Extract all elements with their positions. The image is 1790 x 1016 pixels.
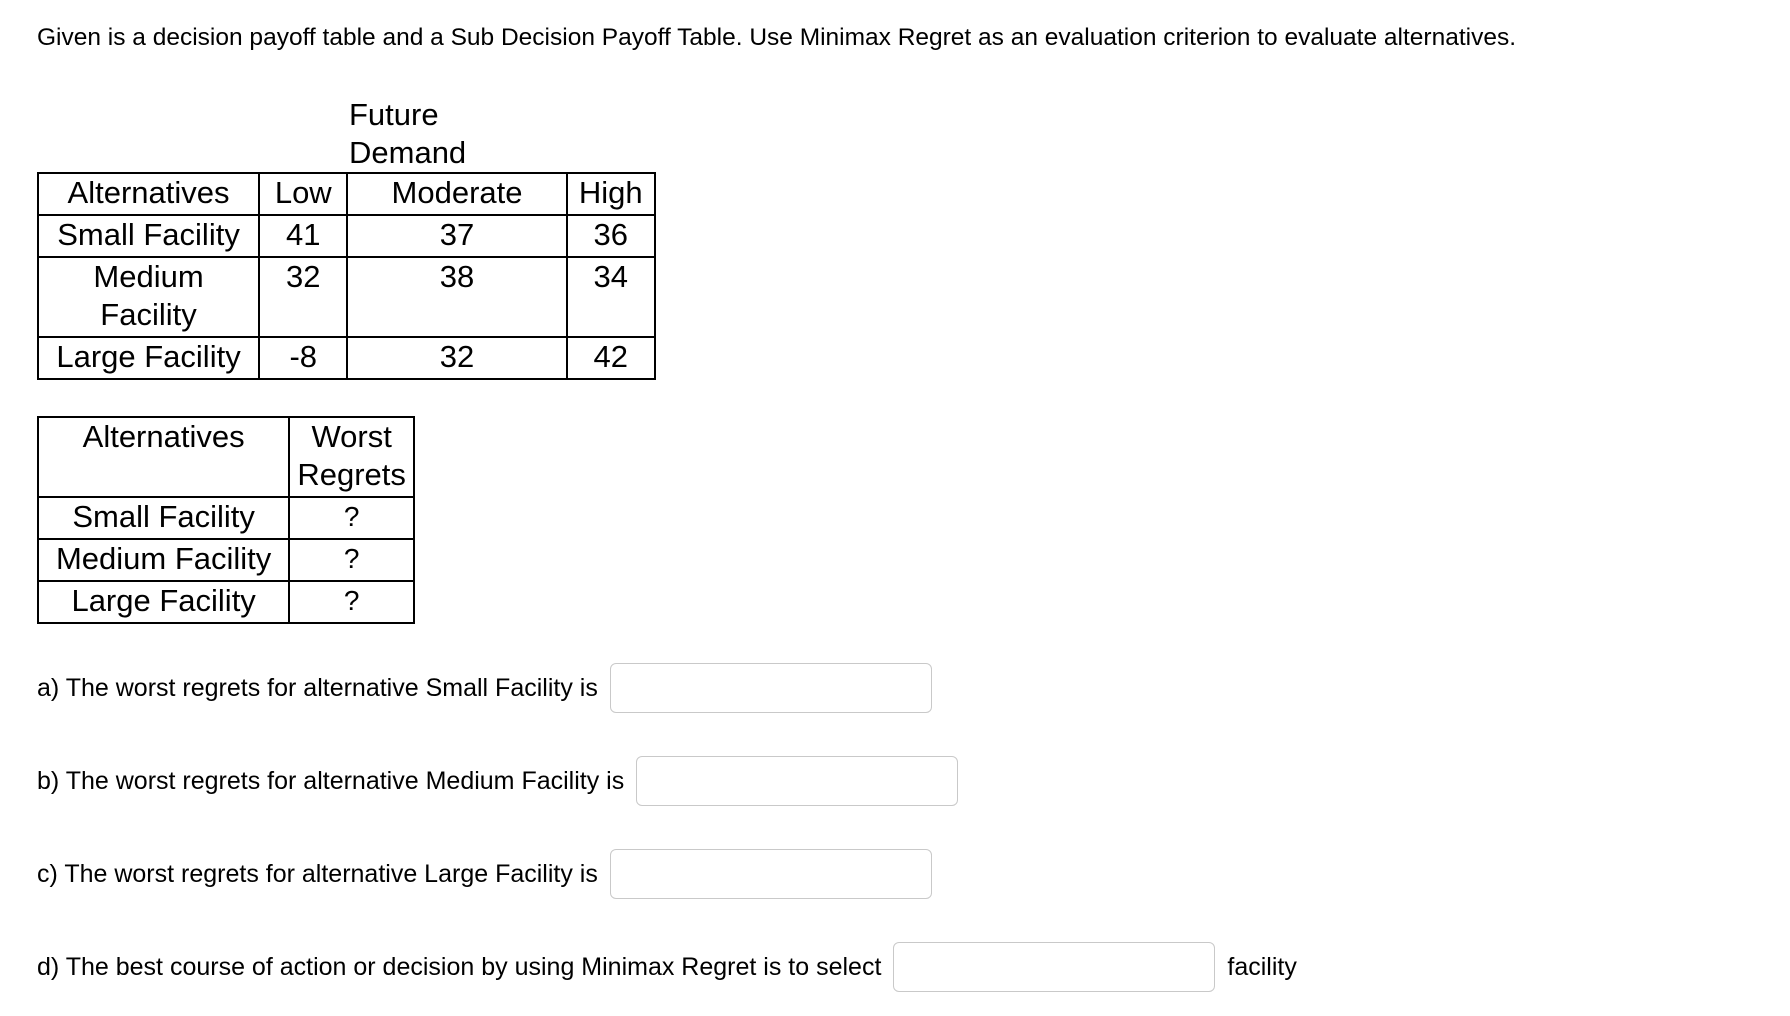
answer-a-input[interactable] — [610, 663, 932, 713]
regret-row-small — [38, 497, 414, 539]
regret-placeholder: ? — [289, 497, 414, 539]
payoff-low: 41 — [259, 215, 347, 257]
caption-line-2: Demand — [349, 135, 467, 170]
alternative-name — [38, 257, 259, 337]
alternative-name: Large Facility — [38, 581, 289, 623]
question-a-label: a) The worst regrets for alternative Small Facility is — [37, 673, 598, 702]
payoff-low: 32 — [259, 257, 347, 337]
question-c — [37, 849, 932, 899]
payoff-table — [37, 172, 656, 380]
payoff-moderate: 37 — [347, 215, 566, 257]
alternative-name: Large Facility — [38, 337, 259, 379]
answer-d-input[interactable] — [893, 942, 1215, 992]
question-a — [37, 663, 932, 713]
header-worst-regrets-line-1: Worst — [311, 419, 392, 454]
question-d-label: d) The best course of action or decision by using Minimax Regret is to select — [37, 952, 882, 981]
regret-row-medium — [38, 539, 414, 581]
header-alternatives: Alternatives — [38, 417, 289, 497]
alternative-name: Small Facility — [38, 215, 259, 257]
payoff-row-large — [38, 337, 655, 379]
payoff-moderate: 32 — [347, 337, 566, 379]
header-low: Low — [259, 173, 347, 215]
regret-row-large — [38, 581, 414, 623]
alternative-name: Small Facility — [38, 497, 289, 539]
alternative-name-line-1: Medium — [93, 259, 204, 294]
payoff-header-row — [38, 173, 655, 215]
answer-c-input[interactable] — [610, 849, 932, 899]
question-c-label: c) The worst regrets for alternative Large Facility is — [37, 859, 598, 888]
payoff-low: -8 — [259, 337, 347, 379]
regret-placeholder: ? — [289, 581, 414, 623]
alternative-name-line-2: Facility — [100, 297, 197, 332]
question-b-label: b) The worst regrets for alternative Medium Facility is — [37, 766, 625, 795]
header-moderate: Moderate — [347, 173, 566, 215]
worst-regrets-table — [37, 416, 415, 624]
payoff-moderate: 38 — [347, 257, 566, 337]
payoff-high: 36 — [567, 215, 655, 257]
header-worst-regrets — [289, 417, 414, 497]
instructions-text: Given is a decision payoff table and a Sub Decision Payoff Table. Use Minimax Regret as an evaluation criterion to evaluate alternatives. — [37, 24, 1517, 51]
question-d-suffix: facility — [1227, 952, 1297, 981]
regret-header-row — [38, 417, 414, 497]
question-d — [37, 942, 1297, 992]
payoff-row-small — [38, 215, 655, 257]
answer-b-input[interactable] — [636, 756, 958, 806]
payoff-high: 42 — [567, 337, 655, 379]
question-b — [37, 756, 958, 806]
payoff-high: 34 — [567, 257, 655, 337]
future-demand-caption — [349, 96, 466, 172]
header-alternatives: Alternatives — [38, 173, 259, 215]
payoff-row-medium — [38, 257, 655, 337]
header-high: High — [567, 173, 655, 215]
alternative-name: Medium Facility — [38, 539, 289, 581]
caption-line-1: Future — [349, 97, 439, 132]
header-worst-regrets-line-2: Regrets — [297, 457, 406, 492]
regret-placeholder: ? — [289, 539, 414, 581]
